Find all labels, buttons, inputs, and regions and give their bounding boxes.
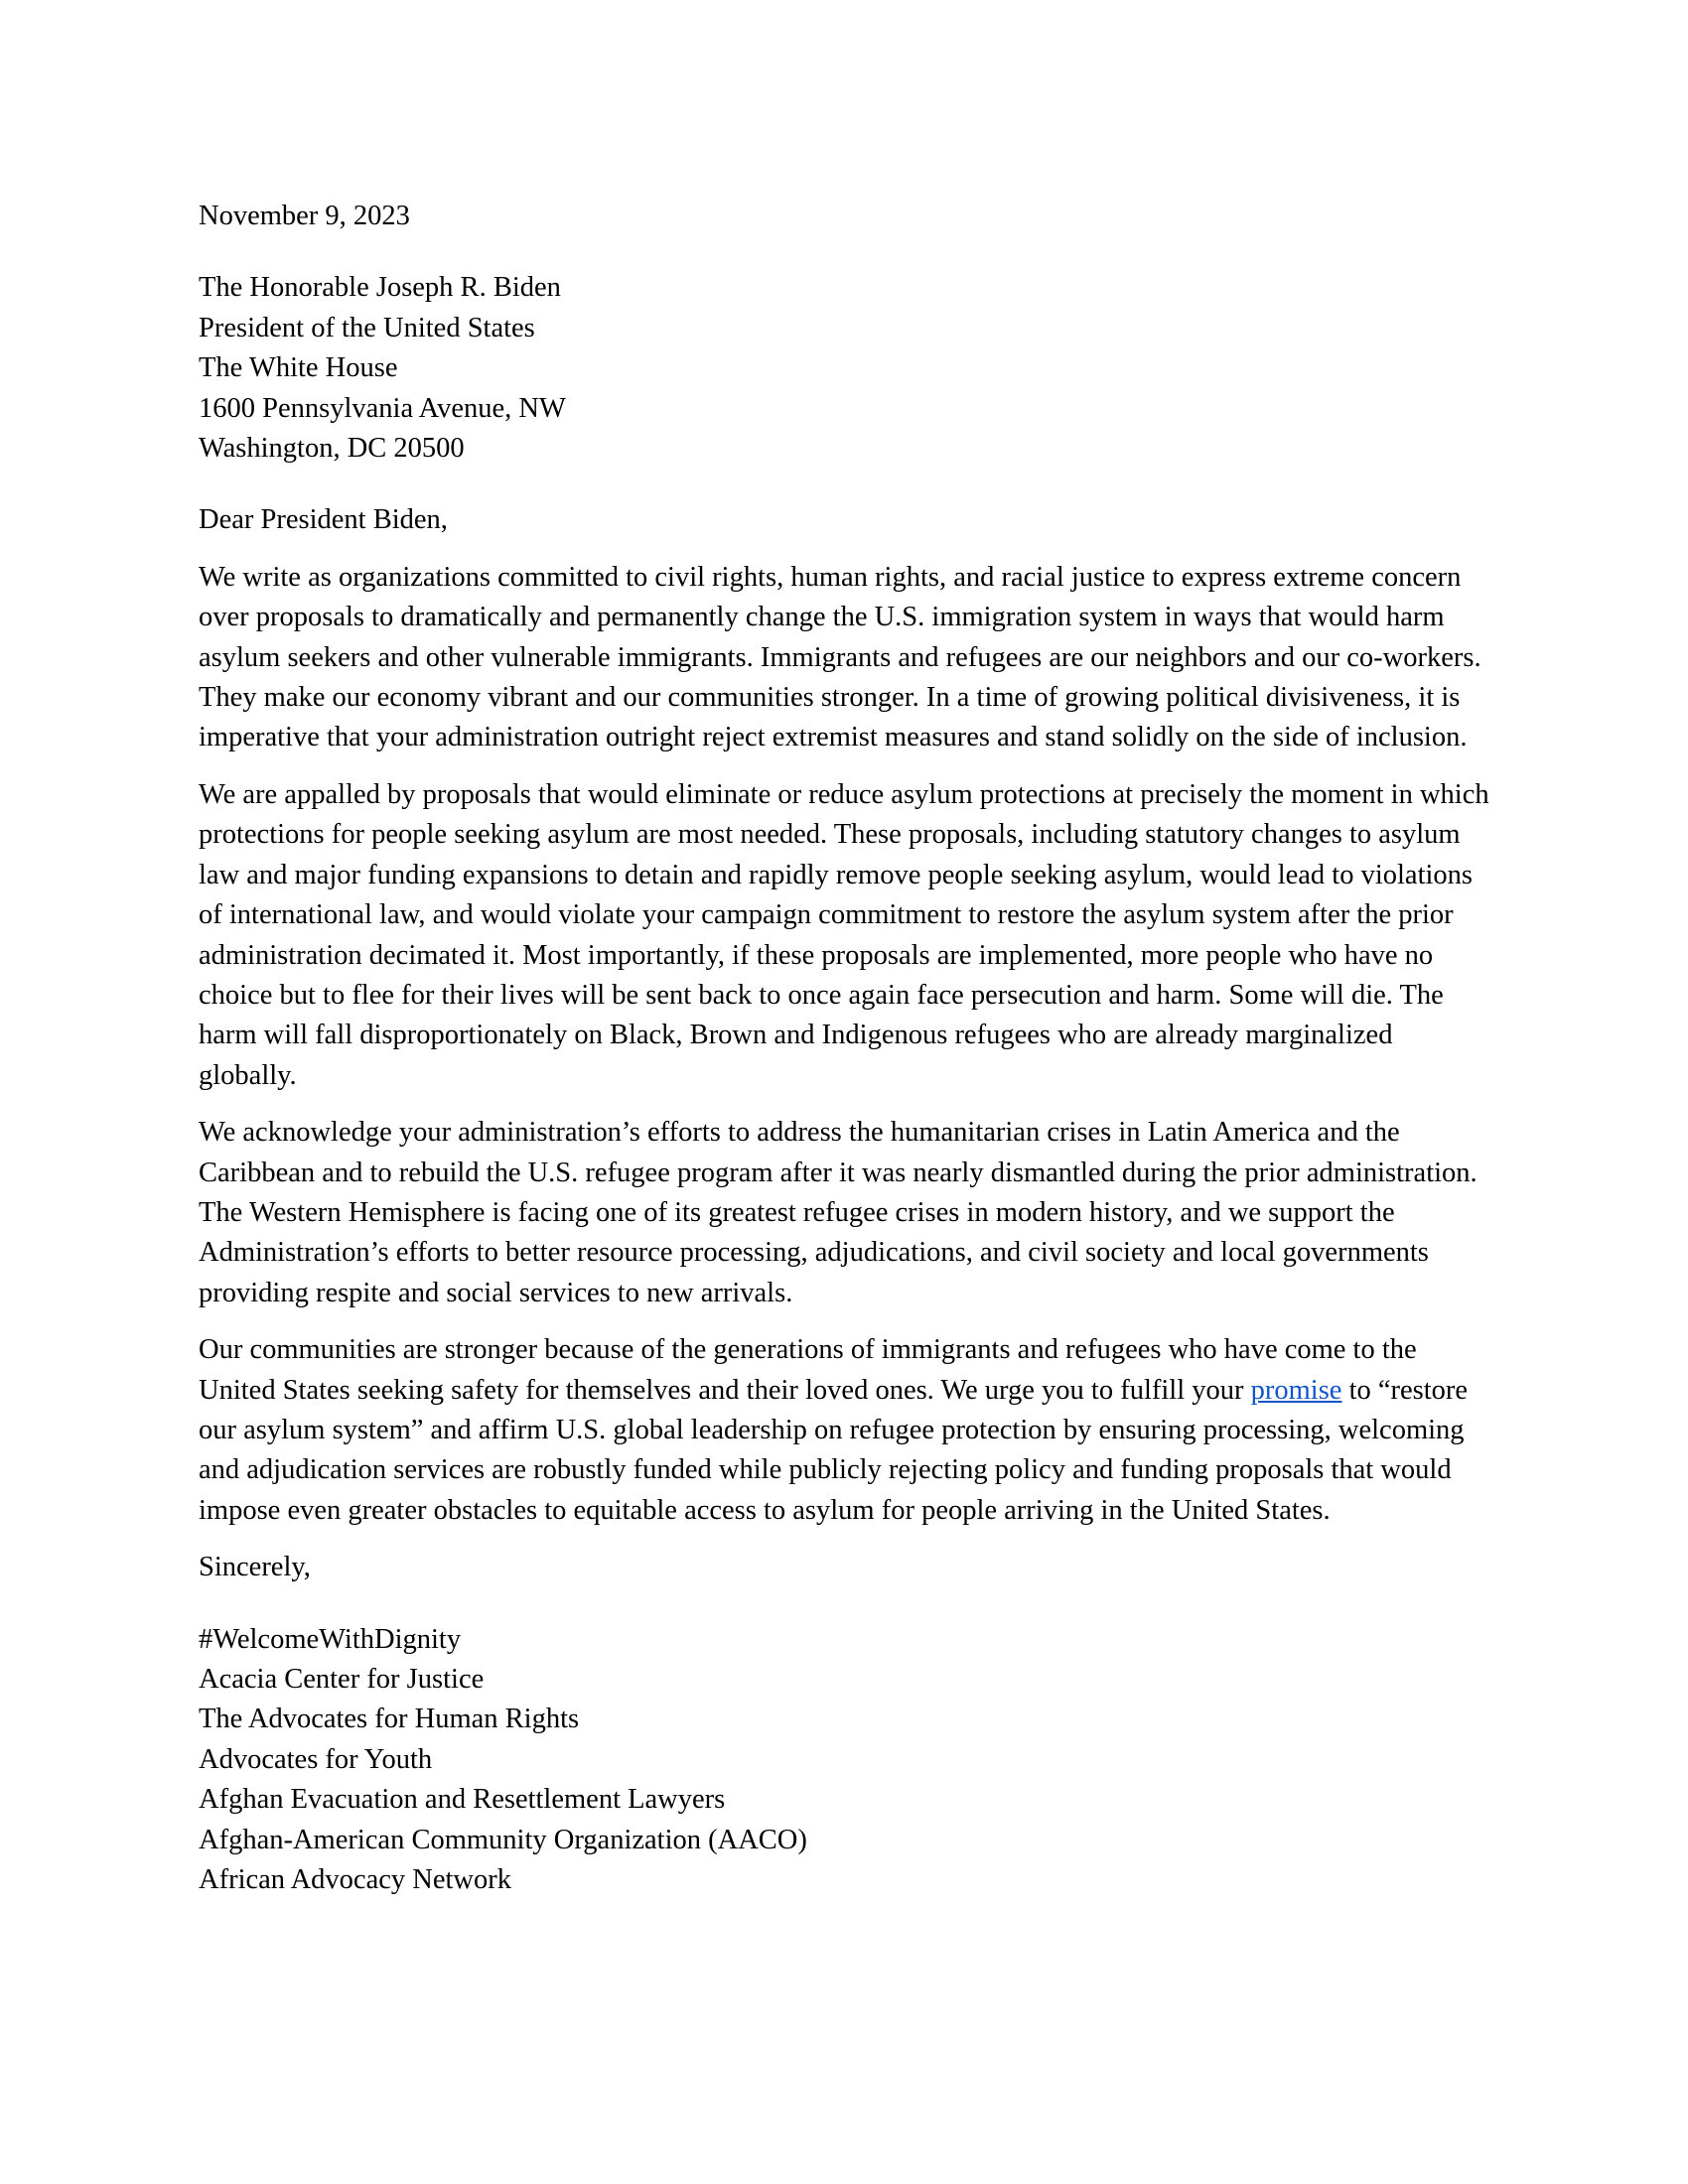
signatory-item: The Advocates for Human Rights: [199, 1704, 580, 1735]
letter-content: [199, 197, 1489, 1900]
signatory-item: Afghan Evacuation and Resettlement Lawyers: [199, 1784, 726, 1816]
paragraph-4-text-after: to “restore our asylum system” and affirm U.S. global leadership on refugee protection by ensuring processing, welcoming and adjudication services are robustly funded while publicly rejecting policy and funding proposals that would impose even greater obstacles to equitable access to asylum for people arriving in the United States.: [199, 1374, 1469, 1526]
recipient-city: Washington, DC 20500: [199, 433, 465, 465]
salutation: Dear President Biden,: [199, 504, 448, 536]
body-paragraph-1: We write as organizations committed to civil rights, human rights, and racial justice to express extreme concern over proposals to dramatically and permanently change the U.S. immigration system in ways that would harm asylum seekers and other vulnerable immigrants. Immigrants and refugees are our neighbors and our co-workers. They make our economy vibrant and our communities stronger. In a time of growing political divisiveness, it is imperative that your administration outright reject extremist measures and stand solidly on the side of inclusion.: [199, 561, 1481, 753]
recipient-street: 1600 Pennsylvania Avenue, NW: [199, 392, 566, 424]
recipient-office: The White House: [199, 352, 398, 384]
body-paragraph-4: [199, 1330, 1489, 1531]
signatory-item: African Advocacy Network: [199, 1864, 511, 1896]
recipient-title: President of the United States: [199, 312, 535, 343]
closing: Sincerely,: [199, 1552, 311, 1583]
signatory-item: Advocates for Youth: [199, 1743, 433, 1775]
signatory-item: Afghan-American Community Organization (AACO): [199, 1824, 807, 1855]
signatory-list: [199, 1620, 1489, 1901]
signatory-item: Acacia Center for Justice: [199, 1664, 485, 1695]
promise-link[interactable]: promise: [1250, 1374, 1342, 1406]
signatory-item: #WelcomeWithDignity: [199, 1623, 462, 1655]
paragraph-4-text-before: Our communities are stronger because of the generations of immigrants and refugees who have come to the United States seeking safety for themselves and their loved ones. We urge you to fulfill your: [199, 1334, 1417, 1406]
letter-date: November 9, 2023: [199, 201, 410, 231]
body-paragraph-3: We acknowledge your administration’s efforts to address the humanitarian crises in Latin America and the Caribbean and to rebuild the U.S. refugee program after it was nearly dismantled during the prior administration. The Western Hemisphere is facing one of its greatest refugee crises in modern history, and we support the Administration’s efforts to better resource processing, adjudications, and civil society and local governments providing respite and social services to new arrivals.: [199, 1117, 1477, 1308]
body-paragraph-2: We are appalled by proposals that would eliminate or reduce asylum protections at precisely the moment in which protections for people seeking asylum are most needed. These proposals, including statutory changes to asylum law and major funding expansions to detain and rapidly remove people seeking asylum, would lead to violations of international law, and would violate your campaign commitment to restore the asylum system after the prior administration decimated it. Most importantly, if these proposals are implemented, more people who have no choice but to flee for their lives will be sent back to once again face persecution and harm. Some will die. The harm will fall disproportionately on Black, Brown and Indigenous refugees who are already marginalized globally.: [199, 778, 1489, 1091]
recipient-name: The Honorable Joseph R. Biden: [199, 272, 561, 304]
recipient-address: [199, 268, 1489, 469]
